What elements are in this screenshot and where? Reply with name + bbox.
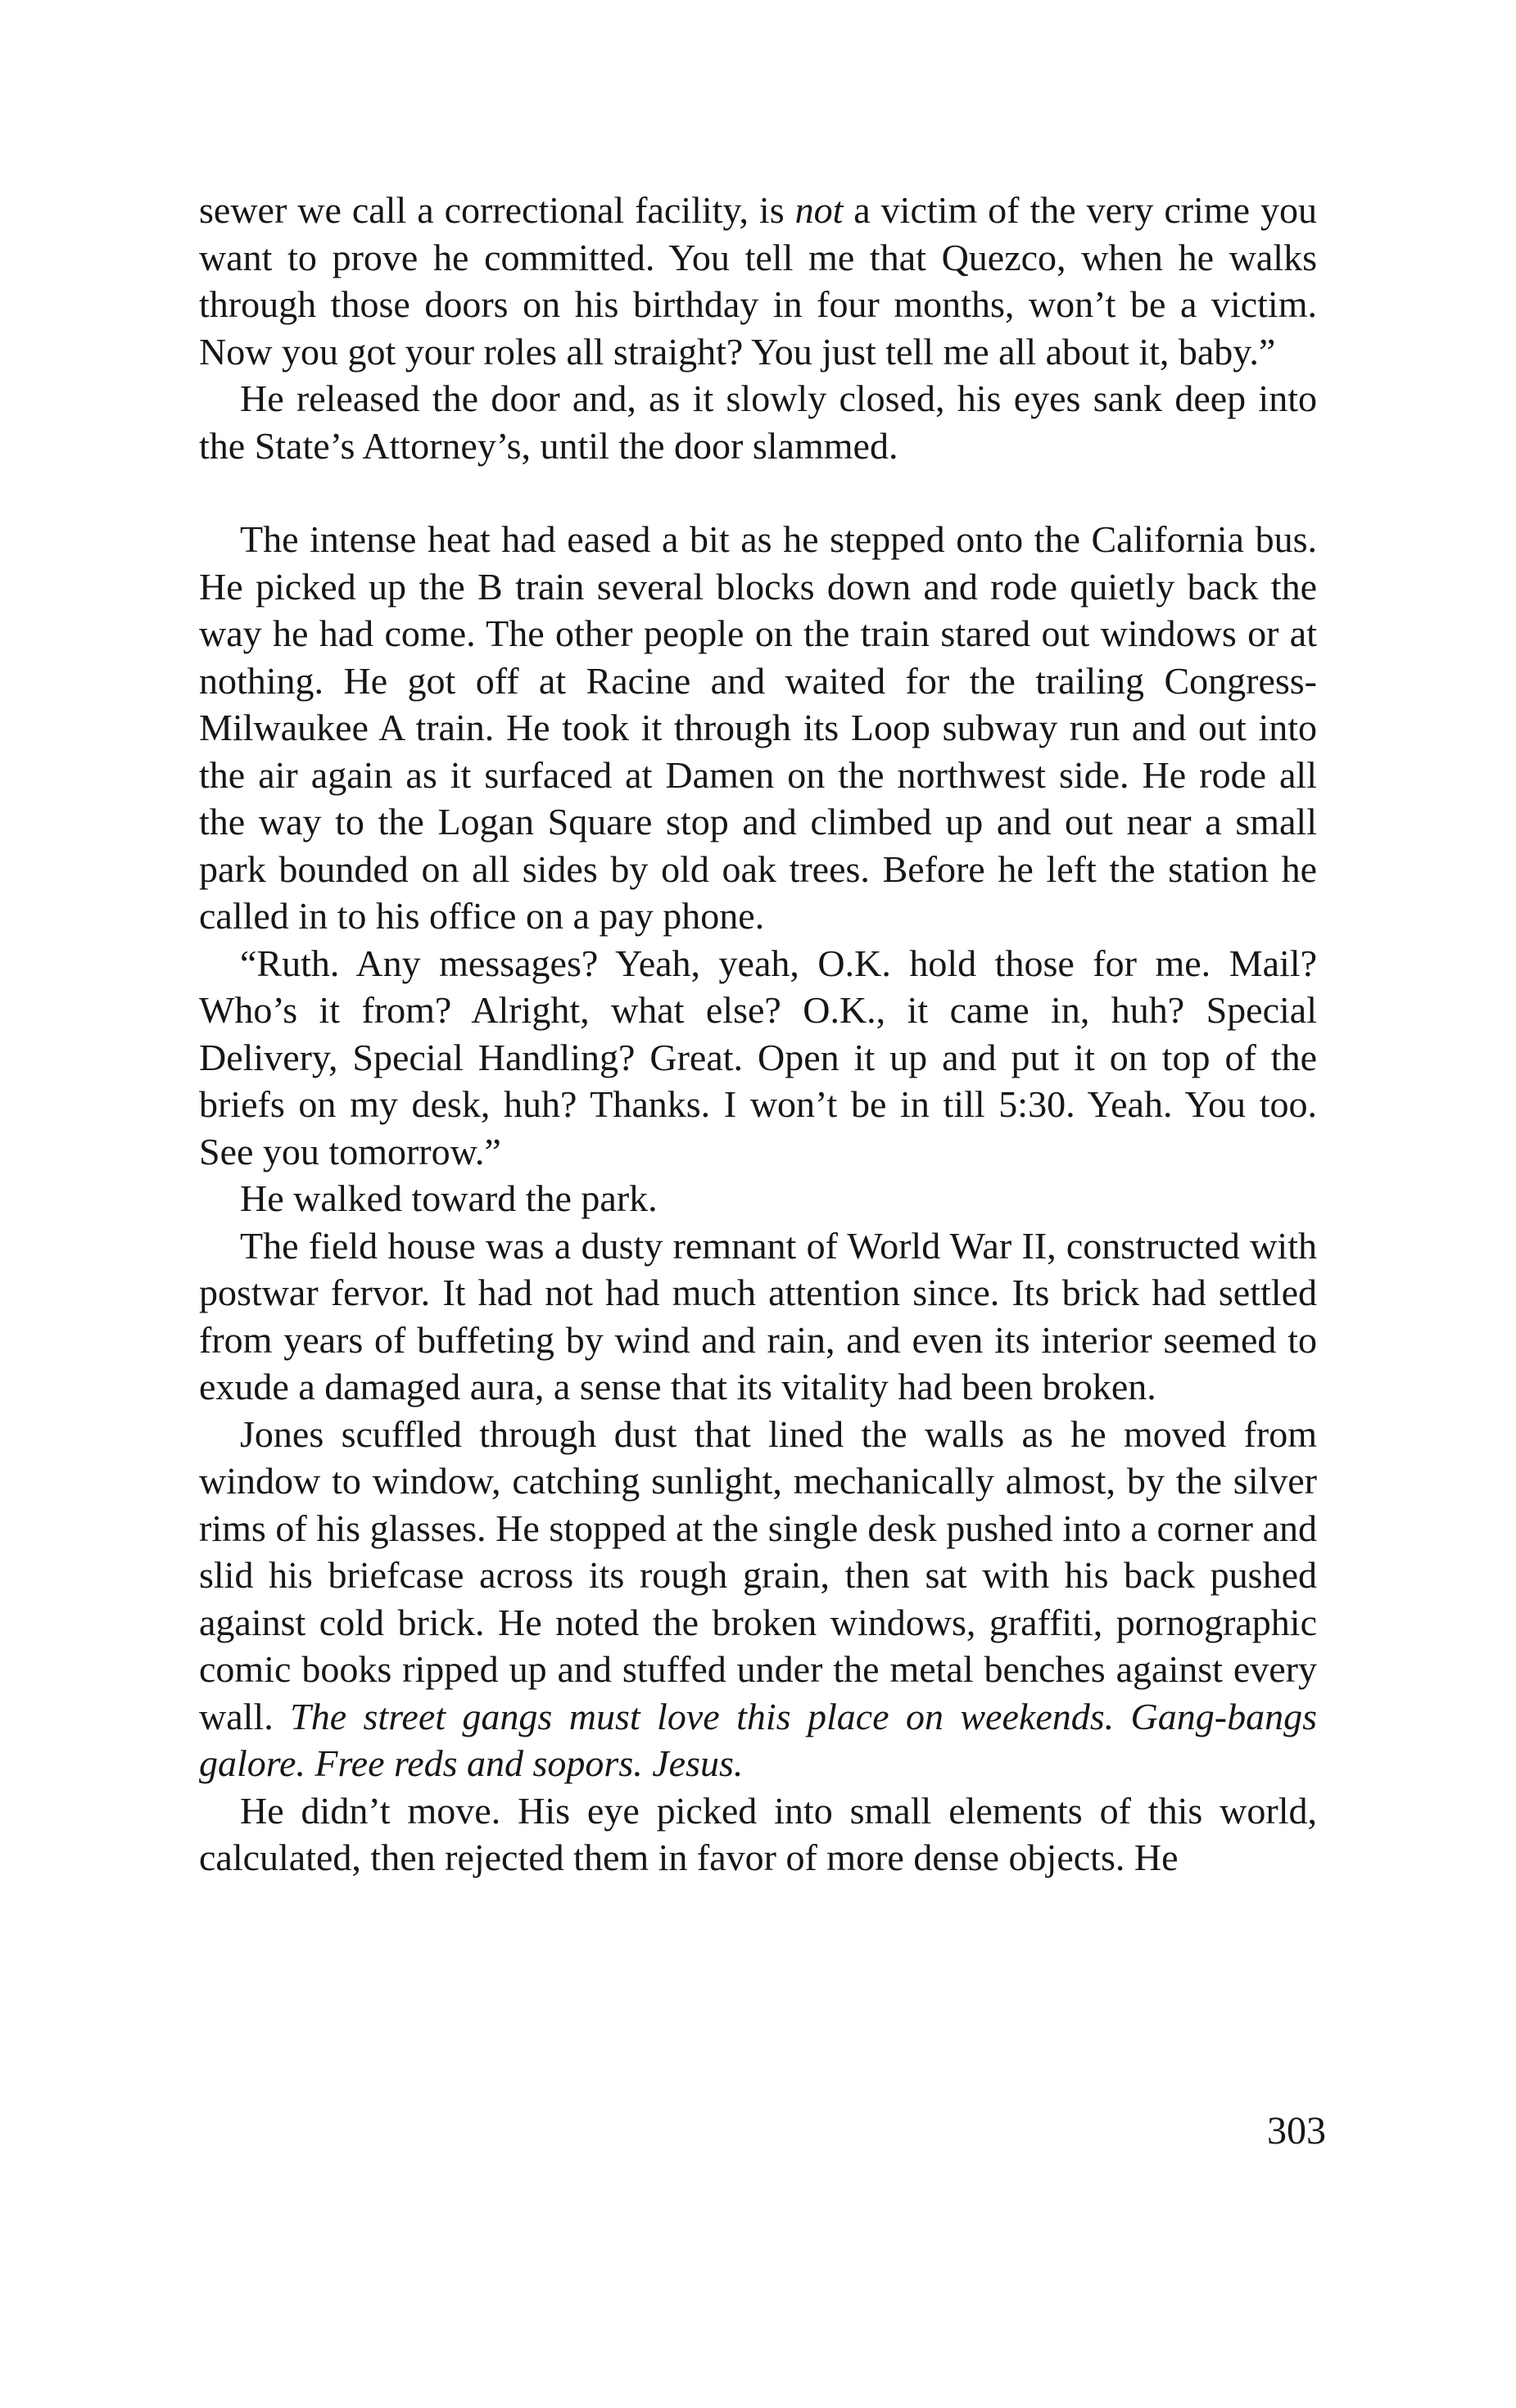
paragraph: He released the door and, as it slowly closed, his eyes sank deep into the State’s Attorney’s, until the door slammed. <box>199 377 1317 467</box>
text-run: sewer we call a correctional facility, is <box>199 189 795 231</box>
paragraph <box>199 1411 1317 1787</box>
page-body <box>199 187 1317 1882</box>
emphasis: not <box>794 189 844 231</box>
paragraph: “Ruth. Any messages? Yeah, yeah, O.K. hold those for me. Mail? Who’s it from? Alright, what else? O.K., it came in, huh? Special Delivery, Special Handling? Great. Open it up and put it on top of the briefs on my desk, huh? Thanks. I won’t be in till 5:30. Yeah. You too. See you tomorrow.” <box>199 942 1317 1172</box>
paragraph: The field house was a dusty remnant of World War II, constructed with postwar fervor. It had not had much attention since. Its brick had settled from years of buffeting by wind and rain, and even its interior seemed to exude a damaged aura, a sense that its vitality had been broken. <box>199 1224 1317 1407</box>
paragraph: He didn’t move. His eye picked into small elements of this world, calculated, then rejected them in favor of more dense objects. He <box>199 1789 1317 1878</box>
page-number: 303 <box>1267 2109 1326 2153</box>
emphasis: The street gangs must love this place on weekends. Gang-bangs galore. Free reds and sopors. Jesus. <box>199 1695 1317 1784</box>
text-run: Jones scuffled through dust that lined the walls as he moved from window to window, catching sunlight, mechanically almost, by the silver rims of his glasses. He stopped at the single desk pushed into a corner and slid his briefcase across its rough grain, then sat with his back pushed against cold brick. He noted the broken windows, graffiti, pornographic comic books ripped up and stuffed under the metal benches against every wall. <box>199 1412 1317 1737</box>
paragraph: He walked toward the park. <box>240 1177 658 1219</box>
paragraph: The intense heat had eased a bit as he stepped onto the California bus. He picked up the B train several blocks down and rode quietly back the way he had come. The other people on the train stared out windows or at nothing. He got off at Racine and waited for the trailing Congress-Milwaukee A train. He took it through its Loop subway run and out into the air again as it surfaced at Damen on the northwest side. He rode all the way to the Logan Square stop and climbed up and out near a small park bounded on all sides by old oak trees. Before he left the station he called in to his office on a pay phone. <box>199 518 1317 937</box>
paragraph <box>199 187 1317 375</box>
text-run: a victim of the very crime you want to prove he committed. You tell me that Quezco, when he walks through those doors on his birthday in four months, won’t be a victim. Now you got your roles all straight? You just tell me all about it, baby.” <box>199 189 1317 373</box>
